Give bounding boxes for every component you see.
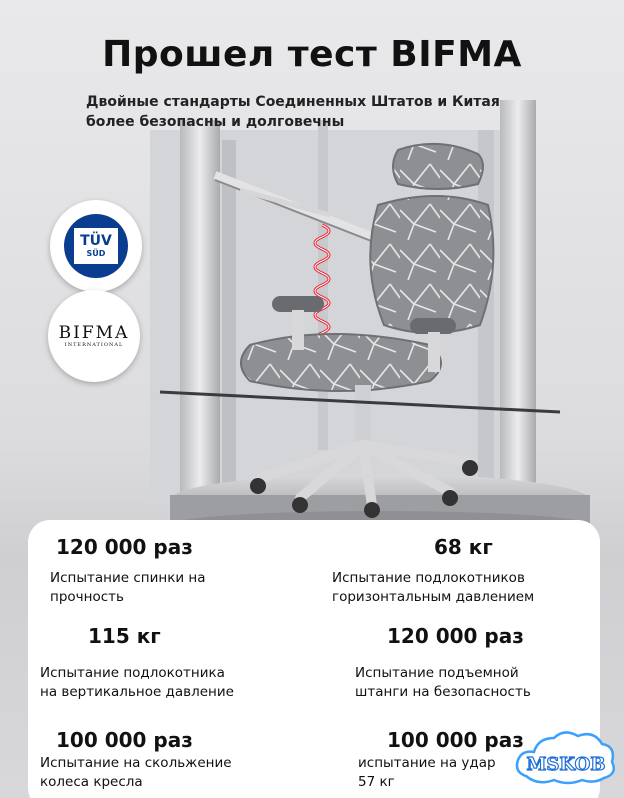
stat-desc-line: Испытание подлокотников	[332, 570, 525, 586]
bifma-logo-word: BIFMA	[58, 323, 130, 343]
stat-desc-armrest-horizontal	[332, 569, 534, 607]
stat-value-gas-lift: 120 000 раз	[387, 624, 524, 648]
chair-seat	[241, 334, 441, 391]
mskob-watermark	[512, 728, 616, 792]
tuv-sud-badge	[50, 200, 142, 292]
stat-desc-armrest-vertical	[40, 664, 234, 702]
bifma-logo-sub: INTERNATIONAL	[64, 342, 124, 348]
rig-right-pillar	[500, 100, 536, 530]
stat-desc-line: Испытание подлокотника	[40, 665, 225, 681]
stat-desc-backrest	[50, 569, 206, 607]
stat-desc-gas-lift	[355, 664, 531, 702]
mskob-text: MSKOB	[526, 754, 606, 775]
stat-value-caster: 100 000 раз	[56, 728, 193, 752]
chair-headrest	[393, 144, 483, 189]
stat-desc-line: 57 кг	[358, 774, 395, 790]
stat-desc-line: Испытание спинки на	[50, 570, 206, 586]
stat-desc-line: на вертикальное давление	[40, 684, 234, 700]
bifma-badge	[48, 290, 140, 382]
stat-desc-line: Испытание подъемной	[355, 665, 519, 681]
subtitle-line-1: Двойные стандарты Соединенных Штатов и Китая	[86, 94, 500, 110]
tuv-logo-icon	[64, 214, 128, 278]
stat-value-armrest-horizontal: 68 кг	[434, 535, 493, 559]
stat-desc-caster	[40, 754, 232, 792]
stat-desc-line: испытание на удар	[358, 755, 496, 771]
stat-desc-line: Испытание на скольжение	[40, 755, 232, 771]
stat-desc-line: колеса кресла	[40, 774, 143, 790]
stat-desc-line: горизонтальным давлением	[332, 589, 535, 605]
bifma-logo-icon	[59, 324, 130, 348]
stat-desc-line: штанги на безопасность	[355, 684, 531, 700]
tuv-logo-line2: SÜD	[86, 249, 106, 258]
stat-value-armrest-vertical: 115 кг	[88, 624, 161, 648]
subtitle-line-2: более безопасны и долговечны	[86, 114, 345, 130]
stat-desc-line: прочность	[50, 589, 124, 605]
stat-desc-impact	[358, 754, 496, 792]
chair-backrest	[370, 196, 493, 333]
rig-left-pillar	[180, 120, 220, 530]
tuv-logo-line1: TÜV	[80, 233, 112, 249]
stat-value-backrest: 120 000 раз	[56, 535, 193, 559]
page-title: Прошел тест BIFMA	[102, 34, 522, 75]
stat-value-impact: 100 000 раз	[387, 728, 524, 752]
page-subtitle	[86, 92, 586, 132]
